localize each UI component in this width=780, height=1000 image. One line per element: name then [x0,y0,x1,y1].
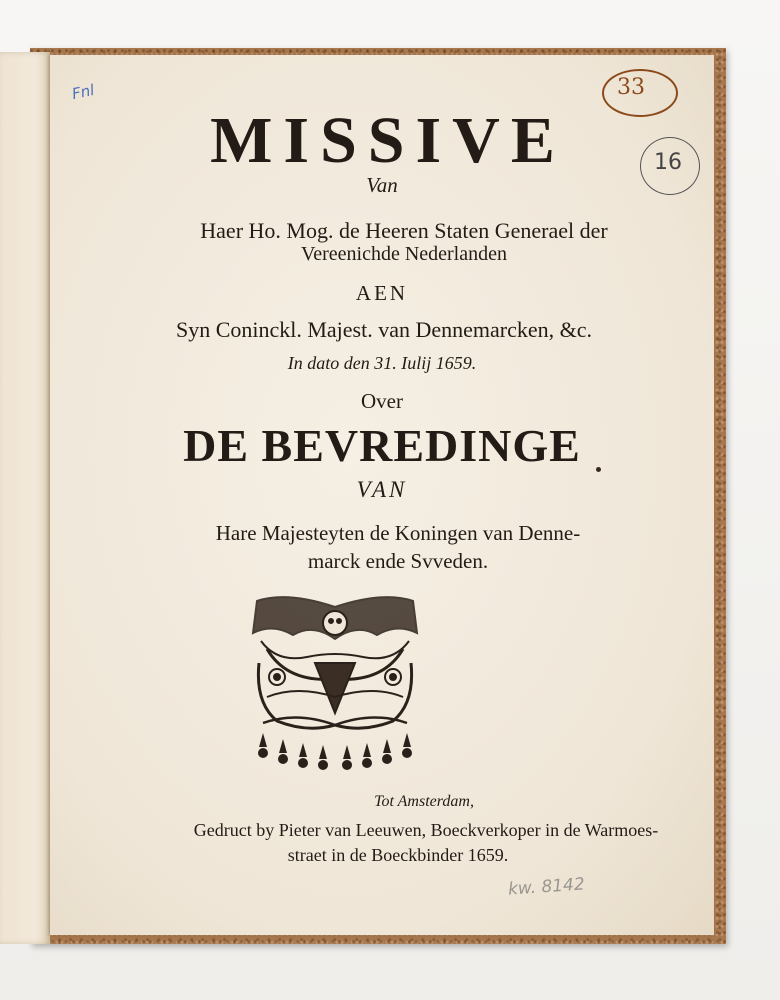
ink-annotation-top-right: 33 [617,75,645,100]
title-bevredinge: DE BEVREDINGE [183,420,581,471]
line-hare-2: marck ende Svveden. [307,549,489,573]
imprint-line-1: Gedruct by Pieter van Leeuwen, Boeckverkoper in de Warmoes- [193,820,659,840]
pencil-number: 16 [654,150,682,175]
title-page [50,55,714,935]
pencil-shelf-mark: kw. 8142 [507,874,586,900]
line-haer-1: Haer Ho. Mog. de Heeren Staten Generael der [200,218,608,243]
title-missive: MISSIVE [210,104,566,177]
line-van: Van [366,173,398,197]
ink-annotation-top-left: Fnl [70,80,96,104]
left-page-edge [0,52,50,944]
line-haer-2: Vereenichde Nederlanden [301,243,507,265]
line-syn: Syn Coninckl. Majest. van Dennemarcken, &c. [175,317,593,342]
line-van-caps: VAN [356,477,408,502]
line-aen: AEN [355,281,409,305]
imprint-line-2: straet in de Boeckbinder 1659. [287,845,509,865]
line-over: Over [361,389,403,413]
line-hare-1: Hare Majesteyten de Koningen van Denne- [215,521,581,545]
line-date: In dato den 31. Iulij 1659. [287,353,477,373]
ink-speck [596,467,601,472]
printer-ornament-woodcut [247,593,423,775]
imprint-place: Tot Amsterdam, [374,793,474,810]
